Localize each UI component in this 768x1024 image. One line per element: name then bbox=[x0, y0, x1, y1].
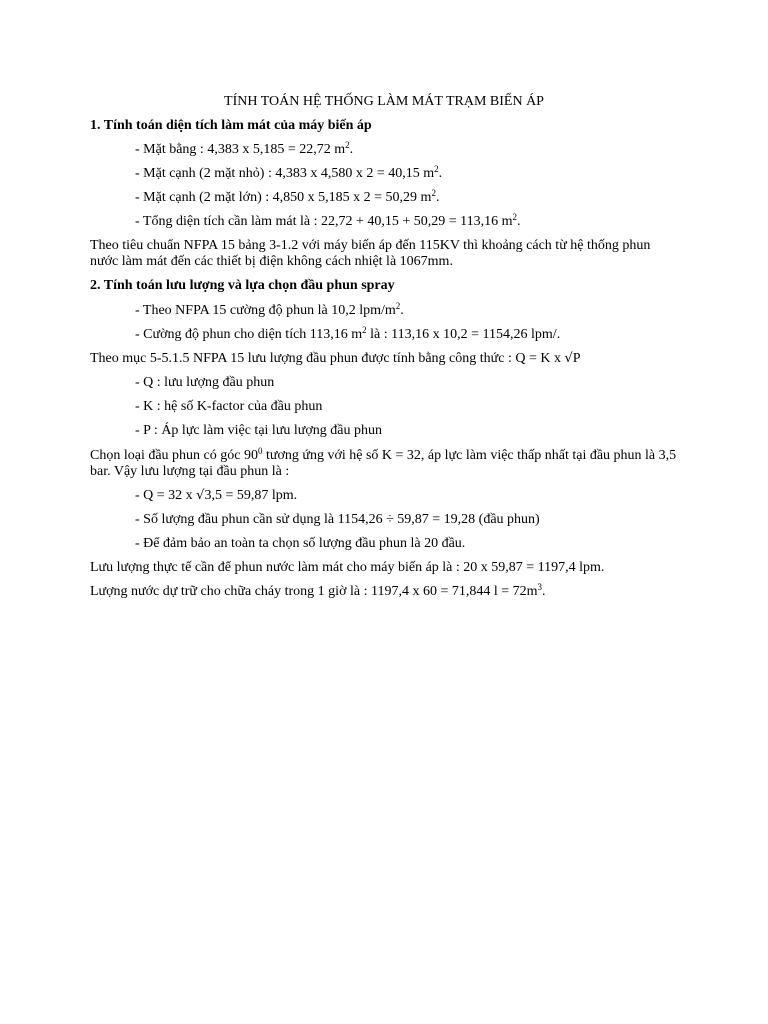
nozzle-count-line: - Số lượng đầu phun cần sử dụng là 1154,26 ÷ 59,87 = 19,28 (đầu phun) bbox=[135, 512, 540, 527]
sqrt-symbol: √ bbox=[564, 351, 573, 366]
spray-total-exponent: 2 bbox=[362, 325, 367, 335]
nozzle-choice-paragraph bbox=[90, 448, 680, 480]
flow-formula-end: P bbox=[572, 351, 581, 366]
spray-total-text-b: là : 113,16 x 10,2 = 1154,26 lpm/. bbox=[366, 327, 561, 342]
nfpa-distance-paragraph: Theo tiêu chuẩn NFPA 15 bảng 3-1.2 với máy biến áp đến 115KV thì khoảng cách từ hệ thống phun nước làm mát đến các thiết bị điện không cách nhiệt là 1067mm. bbox=[90, 238, 651, 269]
area-top-text: - Mặt bằng : 4,383 x 5,185 = 22,72 m bbox=[135, 142, 346, 157]
area-small-sides-exponent: 2 bbox=[434, 164, 439, 174]
area-small-sides-text: - Mặt cạnh (2 mặt nhỏ) : 4,383 x 4,580 x 2 = 40,15 m bbox=[135, 166, 435, 181]
flow-formula-line bbox=[90, 351, 581, 367]
water-reserve-text: Lượng nước dự trữ cho chữa cháy trong 1 giờ là : 1197,4 x 60 = 71,844 l = 72m bbox=[90, 584, 538, 599]
definition-k: - K : hệ số K-factor của đầu phun bbox=[135, 399, 323, 414]
area-large-sides-line bbox=[135, 190, 439, 206]
nozzle-angle-exponent: 0 bbox=[257, 446, 263, 456]
spray-intensity-end: . bbox=[400, 303, 404, 318]
area-top-end: . bbox=[349, 142, 354, 157]
spray-intensity-text: - Theo NFPA 15 cường độ phun là 10,2 lpm/m bbox=[135, 303, 396, 318]
flow-calc-text-b: 3,5 = 59,87 lpm. bbox=[204, 488, 298, 503]
actual-flow-line: Lưu lượng thực tế cần để phun nước làm mát cho máy biến áp là : 20 x 59,87 = 1197,4 lpm. bbox=[90, 560, 605, 575]
flow-calc-text-a: - Q = 32 x bbox=[135, 488, 197, 503]
area-top-exponent: 2 bbox=[345, 140, 350, 150]
area-total-line bbox=[135, 214, 521, 230]
area-large-sides-exponent: 2 bbox=[431, 188, 436, 198]
area-top-line bbox=[135, 142, 353, 158]
section-1-heading: 1. Tính toán diện tích làm mát của máy biến áp bbox=[90, 118, 372, 133]
area-large-sides-text: - Mặt cạnh (2 mặt lớn) : 4,850 x 5,185 x 2 = 50,29 m bbox=[135, 190, 432, 205]
definition-p: - P : Áp lực làm việc tại lưu lượng đầu phun bbox=[135, 423, 382, 438]
area-small-sides-end: . bbox=[438, 166, 443, 181]
document-title: TÍNH TOÁN HỆ THỐNG LÀM MÁT TRẠM BIẾN ÁP bbox=[224, 94, 544, 109]
nozzle-choice-text-a: Chọn loại đầu phun có góc 90 bbox=[90, 448, 258, 463]
spray-total-text-a: - Cường độ phun cho diện tích 113,16 m bbox=[135, 327, 363, 342]
section-2-heading: 2. Tính toán lưu lượng và lựa chọn đầu phun spray bbox=[90, 278, 395, 293]
area-total-end: . bbox=[517, 214, 521, 229]
sqrt-symbol: √ bbox=[196, 488, 205, 503]
nozzle-safety-line: - Để đảm bảo an toàn ta chọn số lượng đầu phun là 20 đầu. bbox=[135, 536, 466, 551]
water-reserve-line bbox=[90, 584, 546, 600]
flow-formula-text: Theo mục 5-5.1.5 NFPA 15 lưu lượng đầu phun được tính bằng công thức : Q = K x bbox=[90, 351, 565, 366]
area-total-exponent: 2 bbox=[512, 212, 518, 222]
definition-q: - Q : lưu lượng đầu phun bbox=[135, 375, 275, 390]
flow-calc-line bbox=[135, 488, 297, 504]
spray-intensity-exponent: 2 bbox=[395, 301, 401, 311]
water-reserve-exponent: 3 bbox=[537, 582, 543, 592]
area-small-sides-line bbox=[135, 166, 442, 182]
spray-total-line bbox=[135, 327, 560, 343]
water-reserve-end: . bbox=[542, 584, 546, 599]
area-large-sides-end: . bbox=[435, 190, 440, 205]
nozzle-choice-text-b: tương ứng với hệ số K = 32, áp lực làm việc thấp nhất tại đầu phun là 3,5 bar. Vậy lưu lượng tại đầu phun là : bbox=[90, 448, 677, 479]
area-total-text: - Tổng diện tích cần làm mát là : 22,72 + 40,15 + 50,29 = 113,16 m bbox=[135, 214, 513, 229]
spray-intensity-line bbox=[135, 303, 404, 319]
